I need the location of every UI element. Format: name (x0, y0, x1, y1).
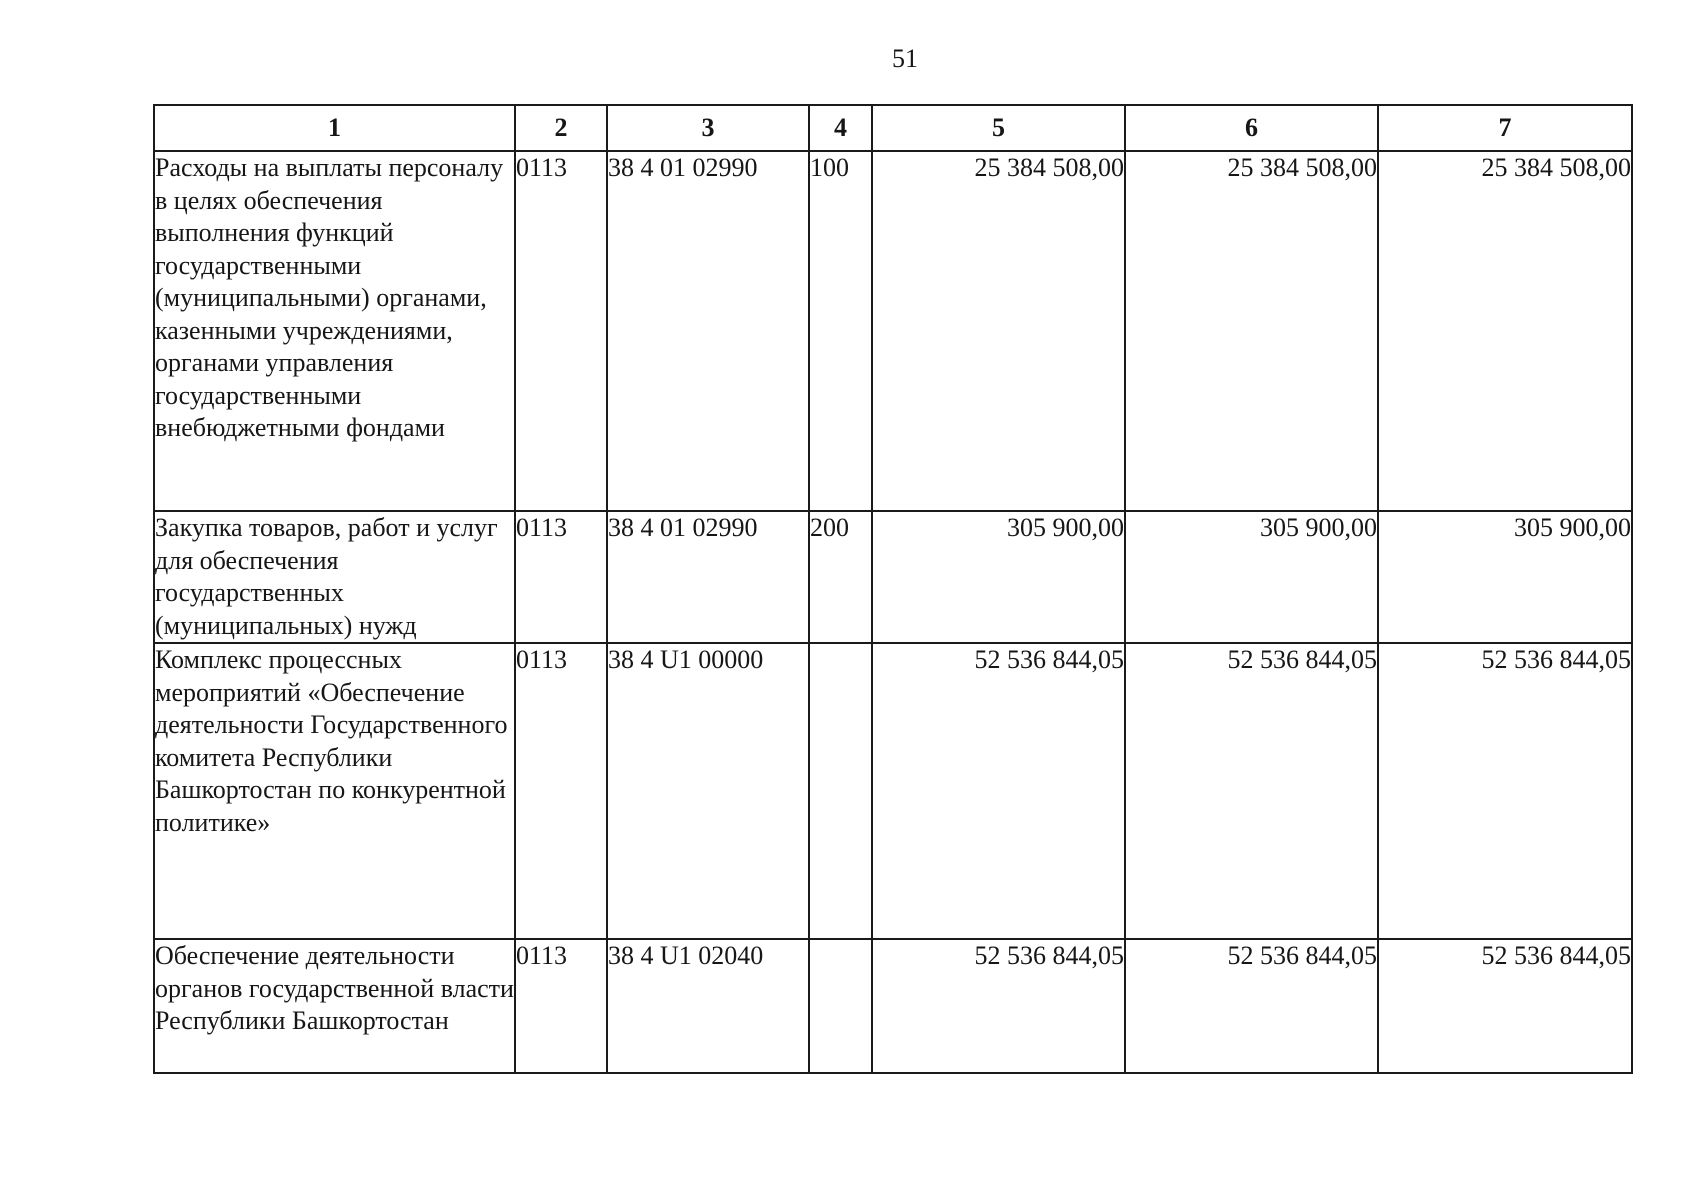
table-row (154, 939, 1632, 1073)
row-target-article-cell: 38 4 U1 00000 (607, 643, 809, 939)
header-cell-1: 1 (154, 105, 515, 151)
page-number: 51 (892, 44, 918, 73)
row-amount-7-cell: 305 900,00 (1378, 511, 1632, 643)
header-cell-6: 6 (1125, 105, 1378, 151)
row-amount-6-cell: 52 536 844,05 (1125, 939, 1378, 1073)
row-name-cell: Комплекс процессных мероприятий «Обеспечение деятельности Государственного комитета Республики Башкортостан по конкурентной политике» (154, 643, 515, 939)
row-section-cell: 0113 (515, 939, 607, 1073)
table-row (154, 151, 1632, 511)
row-expense-type-cell (809, 643, 872, 939)
budget-table (153, 104, 1633, 1074)
row-section-cell: 0113 (515, 643, 607, 939)
row-section-cell: 0113 (515, 511, 607, 643)
header-cell-2: 2 (515, 105, 607, 151)
row-target-article-cell: 38 4 U1 02040 (607, 939, 809, 1073)
header-cell-3: 3 (607, 105, 809, 151)
row-expense-type-cell: 200 (809, 511, 872, 643)
row-amount-5-cell: 305 900,00 (872, 511, 1125, 643)
row-amount-6-cell: 52 536 844,05 (1125, 643, 1378, 939)
row-target-article-cell: 38 4 01 02990 (607, 511, 809, 643)
row-name-cell: Расходы на выплаты персоналу в целях обеспечения выполнения функций государственными (муниципальными) органами, казенными учреждениями, органами управления государственными внебюджетными фондами (154, 151, 515, 511)
row-section-cell: 0113 (515, 151, 607, 511)
row-expense-type-cell (809, 939, 872, 1073)
row-amount-5-cell: 52 536 844,05 (872, 643, 1125, 939)
row-name-cell: Закупка товаров, работ и услуг для обеспечения государственных (муниципальных) нужд (154, 511, 515, 643)
row-amount-7-cell: 52 536 844,05 (1378, 643, 1632, 939)
header-row (154, 105, 1632, 151)
header-cell-5: 5 (872, 105, 1125, 151)
table-row (154, 643, 1632, 939)
row-amount-7-cell: 25 384 508,00 (1378, 151, 1632, 511)
row-name-cell: Обеспечение деятельности органов государственной власти Республики Башкортостан (154, 939, 515, 1073)
header-cell-7: 7 (1378, 105, 1632, 151)
row-amount-6-cell: 305 900,00 (1125, 511, 1378, 643)
table-row (154, 511, 1632, 643)
header-cell-4: 4 (809, 105, 872, 151)
row-amount-5-cell: 25 384 508,00 (872, 151, 1125, 511)
row-target-article-cell: 38 4 01 02990 (607, 151, 809, 511)
row-amount-5-cell: 52 536 844,05 (872, 939, 1125, 1073)
row-amount-6-cell: 25 384 508,00 (1125, 151, 1378, 511)
row-amount-7-cell: 52 536 844,05 (1378, 939, 1632, 1073)
row-expense-type-cell: 100 (809, 151, 872, 511)
